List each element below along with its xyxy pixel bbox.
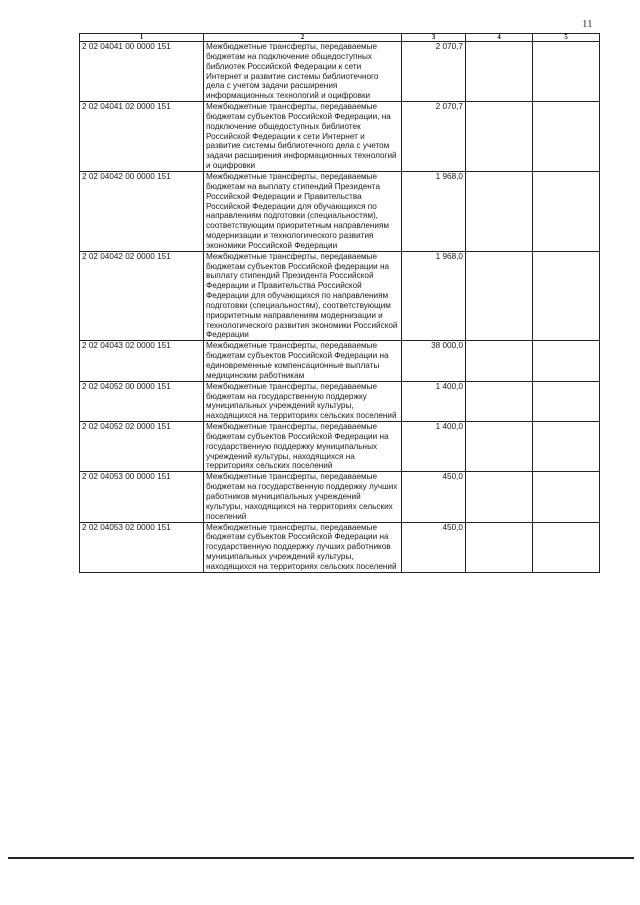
table-row: [80, 381, 600, 421]
amount: 2 070,7: [402, 42, 466, 102]
budget-code: 2 02 04042 00 0000 151: [80, 171, 204, 251]
budget-code: 2 02 04043 02 0000 151: [80, 341, 204, 381]
column-4-cell: [466, 422, 533, 472]
column-4-cell: [466, 42, 533, 102]
budget-code: 2 02 04052 02 0000 151: [80, 422, 204, 472]
amount: 450,0: [402, 522, 466, 572]
table-row: [80, 102, 600, 172]
transfer-description: Межбюджетные трансферты, передаваемые бюджетам на государственную поддержку муниципальных учреждений культуры, находящихся на территориях сельских поселений: [204, 381, 402, 421]
transfer-description: Межбюджетные трансферты, передаваемые бюджетам субъектов Российской Федерации на государственную поддержку муниципальных учреждений культуры, находящихся на территориях сельских поселений: [204, 422, 402, 472]
column-4-cell: [466, 251, 533, 341]
transfer-description: Межбюджетные трансферты, передаваемые бюджетам субъектов Российской федерации на выплату стипендий Президента Российской Федерации и Правительства Российской Федерации для обучающихся по направлениям подготовки (специальностям), соответствующим приоритетным направлениям модернизации и технологического развития экономики Российской Федерации: [204, 251, 402, 341]
budget-table: [79, 33, 600, 573]
table-row: [80, 42, 600, 102]
column-4-cell: [466, 522, 533, 572]
column-5-cell: [533, 381, 600, 421]
amount: 450,0: [402, 472, 466, 522]
column-4-cell: [466, 381, 533, 421]
table-row: [80, 341, 600, 381]
transfer-description: Межбюджетные трансферты, передаваемые бюджетам на государственную поддержку лучших работников муниципальных учреждений культуры, находящихся на территориях сельских поселений: [204, 472, 402, 522]
budget-code: 2 02 04041 02 0000 151: [80, 102, 204, 172]
column-5-cell: [533, 341, 600, 381]
amount: 1 968,0: [402, 251, 466, 341]
budget-code: 2 02 04042 02 0000 151: [80, 251, 204, 341]
column-5-cell: [533, 42, 600, 102]
column-header-5: 5: [533, 34, 600, 42]
column-4-cell: [466, 341, 533, 381]
budget-code: 2 02 04041 00 0000 151: [80, 42, 204, 102]
budget-code: 2 02 04052 00 0000 151: [80, 381, 204, 421]
column-4-cell: [466, 171, 533, 251]
amount: 38 000,0: [402, 341, 466, 381]
column-5-cell: [533, 102, 600, 172]
transfer-description: Межбюджетные трансферты, передаваемые бюджетам на выплату стипендий Президента Российской Федерации и Правительства Российской Федерации для обучающихся по направлениям подготовки (специальностям), соответствующим приоритетным направлениям модернизации и технологического развития экономики Российской Федерации: [204, 171, 402, 251]
column-header-4: 4: [466, 34, 533, 42]
table-row: [80, 472, 600, 522]
amount: 2 070,7: [402, 102, 466, 172]
table-row: [80, 422, 600, 472]
budget-code: 2 02 04053 02 0000 151: [80, 522, 204, 572]
column-5-cell: [533, 472, 600, 522]
footer-rule: [8, 857, 634, 859]
amount: 1 968,0: [402, 171, 466, 251]
transfer-description: Межбюджетные трансферты, передаваемые бюджетам субъектов Российской Федерации на государственную поддержку лучших работников муниципальных учреждений культуры, находящихся на территориях сельских поселений: [204, 522, 402, 572]
column-5-cell: [533, 522, 600, 572]
column-5-cell: [533, 171, 600, 251]
column-header-3: 3: [402, 34, 466, 42]
amount: 1 400,0: [402, 381, 466, 421]
budget-code: 2 02 04053 00 0000 151: [80, 472, 204, 522]
table-row: [80, 522, 600, 572]
transfer-description: Межбюджетные трансферты, передаваемые бюджетам на подключение общедоступных библиотек Российской Федерации к сети Интернет и развитие системы библиотечного дела с учетом задачи расширения информационных технологий и оцифровки: [204, 42, 402, 102]
transfer-description: Межбюджетные трансферты, передаваемые бюджетам субъектов Российской Федерации, на подключение общедоступных библиотек Российской Федерации к сети Интернет и развитие системы библиотечного дела с учетом задачи расширения информационных технологий и оцифровки: [204, 102, 402, 172]
amount: 1 400,0: [402, 422, 466, 472]
column-4-cell: [466, 472, 533, 522]
column-5-cell: [533, 422, 600, 472]
column-5-cell: [533, 251, 600, 341]
column-4-cell: [466, 102, 533, 172]
table-header-row: [80, 34, 600, 42]
column-header-1: 1: [80, 34, 204, 42]
table-row: [80, 251, 600, 341]
transfer-description: Межбюджетные трансферты, передаваемые бюджетам субъектов Российской Федерации на единовременные компенсационные выплаты медицинским работникам: [204, 341, 402, 381]
page-number: 11: [582, 18, 593, 30]
column-header-2: 2: [204, 34, 402, 42]
table-row: [80, 171, 600, 251]
